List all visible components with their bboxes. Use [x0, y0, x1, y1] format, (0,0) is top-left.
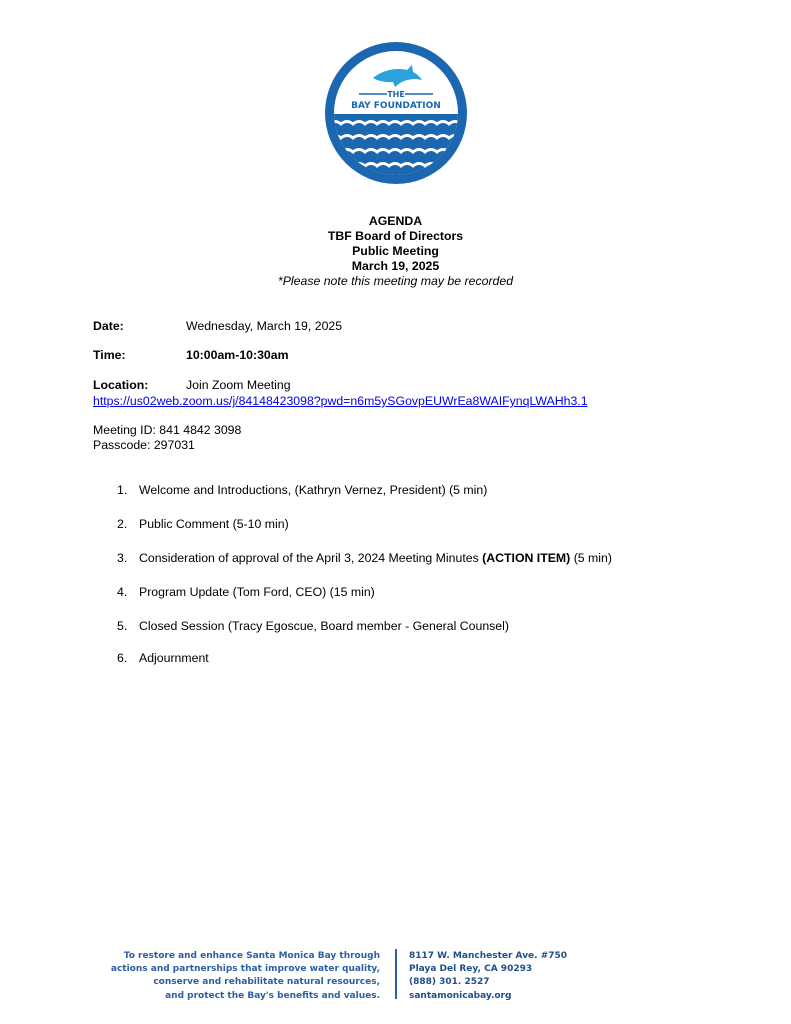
agenda-item-number: 2. [117, 517, 128, 531]
agenda-item-number: 6. [117, 651, 128, 665]
agenda-item-number: 3. [117, 551, 128, 565]
recording-note: *Please note this meeting may be recorded [277, 274, 514, 288]
agenda-item [117, 551, 612, 565]
agenda-item-text: Adjournment [139, 651, 209, 665]
agenda-item-text: Welcome and Introductions, (Kathryn Vernez, President) (5 min) [139, 483, 488, 497]
website-link[interactable]: santamonicabay.org [409, 990, 512, 1001]
org-name: TBF Board of Directors [327, 229, 464, 243]
zoom-link[interactable]: https://us02web.zoom.us/j/84148423098?pwd=n6m5ySGovpEUWrEa8WAIFynqLWAHh3.1 [93, 394, 588, 408]
footer-mission [111, 950, 380, 1003]
footer-divider [395, 949, 397, 999]
date-value: Wednesday, March 19, 2025 [186, 319, 343, 333]
phone-number: (888) 301. 2527 [409, 977, 490, 988]
date-label: Date: [93, 319, 124, 333]
time-label: Time: [93, 348, 126, 362]
agenda-item [117, 483, 487, 497]
agenda-title: AGENDA [368, 214, 423, 228]
agenda-item-text: Program Update (Tom Ford, CEO) (15 min) [139, 585, 375, 599]
agenda-item-number: 5. [117, 619, 128, 633]
action-item-tag: (ACTION ITEM) [482, 551, 571, 565]
agenda-item-number: 4. [117, 585, 128, 599]
agenda-item-number: 1. [117, 483, 128, 497]
meeting-id: Meeting ID: 841 4842 3098 [93, 423, 242, 437]
mission-line: actions and partnerships that improve water quality, [110, 964, 380, 975]
location-value: Join Zoom Meeting [186, 378, 291, 392]
passcode: Passcode: 297031 [93, 438, 195, 452]
mission-line: conserve and rehabilitate natural resources, [153, 977, 380, 988]
agenda-heading [0, 214, 791, 289]
agenda-item [117, 517, 289, 531]
address-line-1: 8117 W. Manchester Ave. #750 [409, 951, 568, 961]
bay-foundation-logo [325, 42, 467, 184]
mission-line: To restore and enhance Santa Monica Bay through [123, 951, 380, 961]
address-line-2: Playa Del Rey, CA 90293 [409, 964, 533, 975]
logo-bay-foundation: BAY FOUNDATION [351, 101, 441, 111]
logo-the: THE [387, 90, 405, 99]
meeting-date-heading: March 19, 2025 [351, 259, 440, 273]
meeting-type: Public Meeting [352, 244, 439, 258]
agenda-item-text: Closed Session (Tracy Egoscue, Board member - General Counsel) [139, 619, 509, 633]
time-value: 10:00am-10:30am [186, 348, 289, 362]
footer-contact [409, 950, 567, 1003]
agenda-item-text: Public Comment (5-10 min) [139, 517, 289, 531]
agenda-item [117, 651, 209, 665]
agenda-item-text: Consideration of approval of the April 3, 2024 Meeting Minutes (ACTION ITEM) (5 min) [139, 551, 612, 565]
agenda-item [117, 585, 375, 599]
mission-line: and protect the Bay's benefits and values. [165, 990, 380, 1001]
agenda-item [117, 619, 509, 633]
location-label: Location: [93, 378, 149, 392]
